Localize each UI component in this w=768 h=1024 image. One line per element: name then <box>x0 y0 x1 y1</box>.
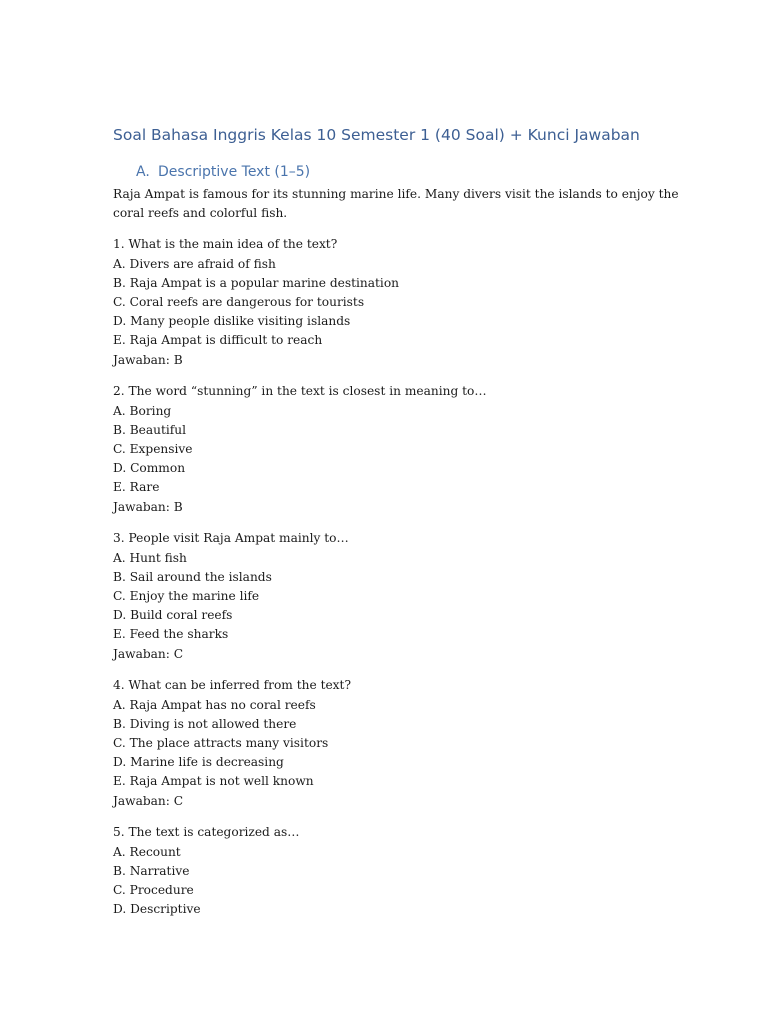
answer-option: A. Boring <box>113 403 172 418</box>
answer-option: B. Narrative <box>113 863 190 878</box>
question-5 <box>113 823 673 919</box>
answer-option: B. Diving is not allowed there <box>113 716 297 731</box>
answer-option: D. Many people dislike visiting islands <box>113 314 351 329</box>
answer-option: C. Enjoy the marine life <box>113 589 260 604</box>
passage-line: Raja Ampat is famous for its stunning marine life. Many divers visit the islands to enjoy the <box>113 187 679 201</box>
answer-key: Jawaban: C <box>113 793 184 808</box>
answer-option: C. Coral reefs are dangerous for tourists <box>113 295 365 310</box>
answer-option: C. Expensive <box>113 442 193 457</box>
answer-option: E. Rare <box>113 480 160 495</box>
answer-option: D. Descriptive <box>113 902 201 917</box>
question-stem: 2. The word “stunning” in the text is closest in meaning to… <box>113 384 487 399</box>
answer-option: D. Build coral reefs <box>113 608 233 623</box>
answer-option: E. Feed the sharks <box>113 627 229 642</box>
answer-option: E. Raja Ampat is difficult to reach <box>113 333 323 348</box>
answer-key: Jawaban: C <box>113 646 184 661</box>
answer-option: D. Marine life is decreasing <box>113 755 284 770</box>
document-body <box>113 185 679 932</box>
passage-line: coral reefs and colorful fish. <box>113 206 288 221</box>
question-4 <box>113 676 673 810</box>
answer-option: A. Recount <box>113 844 181 859</box>
answer-option: C. The place attracts many visitors <box>113 736 329 751</box>
answer-option: B. Beautiful <box>113 422 187 437</box>
answer-option: A. Divers are afraid of fish <box>113 256 276 271</box>
question-3 <box>113 529 673 663</box>
answer-option: B. Sail around the islands <box>113 569 272 584</box>
answer-option: D. Common <box>113 461 186 476</box>
answer-option: C. Procedure <box>113 883 194 898</box>
section-heading <box>136 162 656 182</box>
question-stem: 5. The text is categorized as… <box>113 825 300 840</box>
question-stem: 3. People visit Raja Ampat mainly to… <box>113 531 349 546</box>
answer-option: B. Raja Ampat is a popular marine destination <box>113 275 400 290</box>
answer-option: A. Hunt fish <box>113 550 187 565</box>
reading-passage <box>113 185 679 223</box>
section-title: Descriptive Text (1–5) <box>158 164 311 180</box>
answer-key: Jawaban: B <box>113 352 183 367</box>
question-2 <box>113 382 673 516</box>
question-stem: 4. What can be inferred from the text? <box>113 678 351 693</box>
answer-key: Jawaban: B <box>113 499 183 514</box>
question-stem: 1. What is the main idea of the text? <box>113 237 338 252</box>
answer-option: E. Raja Ampat is not well known <box>113 774 314 789</box>
question-1 <box>113 235 673 369</box>
answer-option: A. Raja Ampat has no coral reefs <box>113 697 316 712</box>
document-title: Soal Bahasa Inggris Kelas 10 Semester 1 (40 Soal) + Kunci Jawaban <box>113 126 640 144</box>
section-letter: A. <box>136 164 150 180</box>
